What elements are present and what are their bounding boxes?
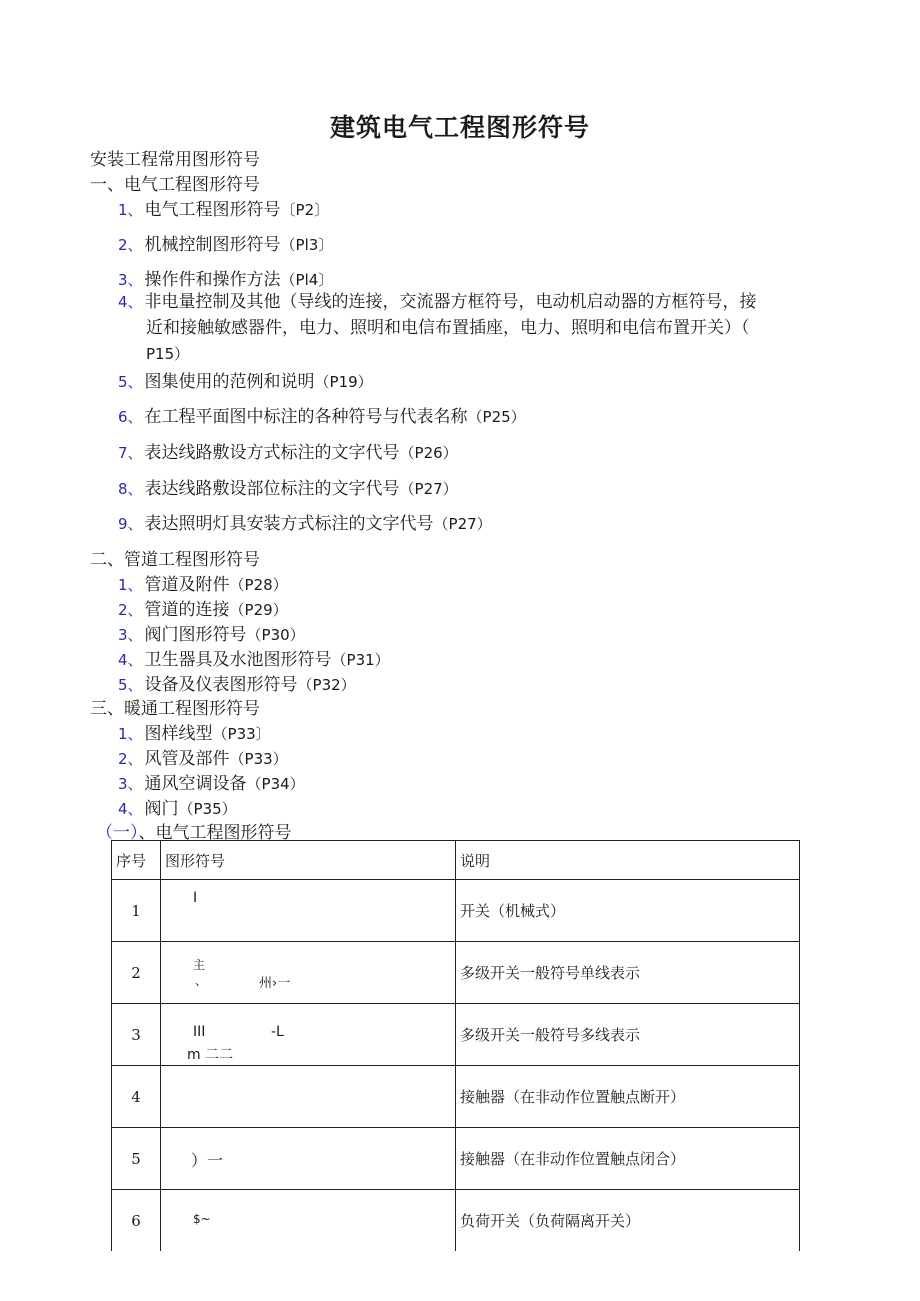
symbol-cell: ）一	[161, 1128, 456, 1190]
table-row: 4 接触器（在非动作位置触点断开）	[112, 1066, 800, 1128]
list-item: 1、 图样线型（P33〕	[118, 724, 271, 744]
list-item: 1、 管道及附件（P28）	[118, 575, 288, 595]
table-caption: （一）、电气工程图形符号	[96, 823, 292, 843]
list-item: 2、 机械控制图形符号（Pl3〕	[118, 235, 334, 255]
header-cell-no: 序号	[112, 841, 161, 880]
symbol-cell: 主 、 州›一	[161, 942, 456, 1004]
table-row: 5 ）一 接触器（在非动作位置触点闭合）	[112, 1128, 800, 1190]
list-item: 3、 阀门图形符号（P30）	[118, 625, 305, 645]
list-item-multiline: 4、 非电量控制及其他（导线的连接，交流器方框符号，电动机启动器的方框符号，接 近和接触敏感器件，电力、照明和电信布置插座，电力、照明和电信布置开关）（ P15）	[118, 292, 757, 363]
symbol-cell	[161, 1066, 456, 1128]
symbol-table	[111, 840, 800, 1251]
list-item: 2、 管道的连接（P29）	[118, 600, 288, 620]
table-header-row	[112, 841, 800, 880]
list-item: 9、 表达照明灯具安装方式标注的文字代号（P27）	[118, 514, 492, 534]
list-item: 3、 通风空调设备（P34）	[118, 774, 305, 794]
symbol-cell: $~	[161, 1190, 456, 1252]
table-row: 6 $~ 负荷开关（负荷隔离开关）	[112, 1190, 800, 1252]
list-item: 5、 图集使用的范例和说明（P19）	[118, 372, 373, 392]
subtitle: 安装工程常用图形符号	[90, 150, 260, 170]
list-item: 4、 卫生器具及水池图形符号（P31）	[118, 650, 390, 670]
page-title: 建筑电气工程图形符号	[329, 113, 590, 142]
list-item: 4、 阀门（P35）	[118, 799, 237, 819]
header-cell-desc: 说明	[456, 841, 800, 880]
list-item: 6、 在工程平面图中标注的各种符号与代表名称（P25）	[118, 407, 526, 427]
section-heading-piping: 二、管道工程图形符号	[90, 550, 260, 570]
symbol-cell: III -L m 二二	[161, 1004, 456, 1066]
list-item: 7、 表达线路敷设方式标注的文字代号（P26）	[118, 443, 458, 463]
table-row: 1 I 开关（机械式）	[112, 880, 800, 942]
list-item: 2、 风管及部件（P33）	[118, 749, 288, 769]
list-item: 1、 电气工程图形符号〔P2〕	[118, 200, 330, 220]
section-heading-electrical: 一、电气工程图形符号	[90, 175, 260, 195]
list-item: 5、 设备及仪表图形符号（P32）	[118, 675, 356, 695]
list-item: 3、 操作件和操作方法（Pl4〕	[118, 270, 334, 290]
list-item: 8、 表达线路敷设部位标注的文字代号（P27）	[118, 479, 458, 499]
symbol-cell: I	[161, 880, 456, 942]
table-row: 2 主 、 州›一 多级开关一般符号单线表示	[112, 942, 800, 1004]
table-row: 3 III -L m 二二 多级开关一般符号多线表示	[112, 1004, 800, 1066]
header-cell-symbol: 图形符号	[161, 841, 456, 880]
section-heading-hvac: 三、暖通工程图形符号	[90, 699, 260, 719]
